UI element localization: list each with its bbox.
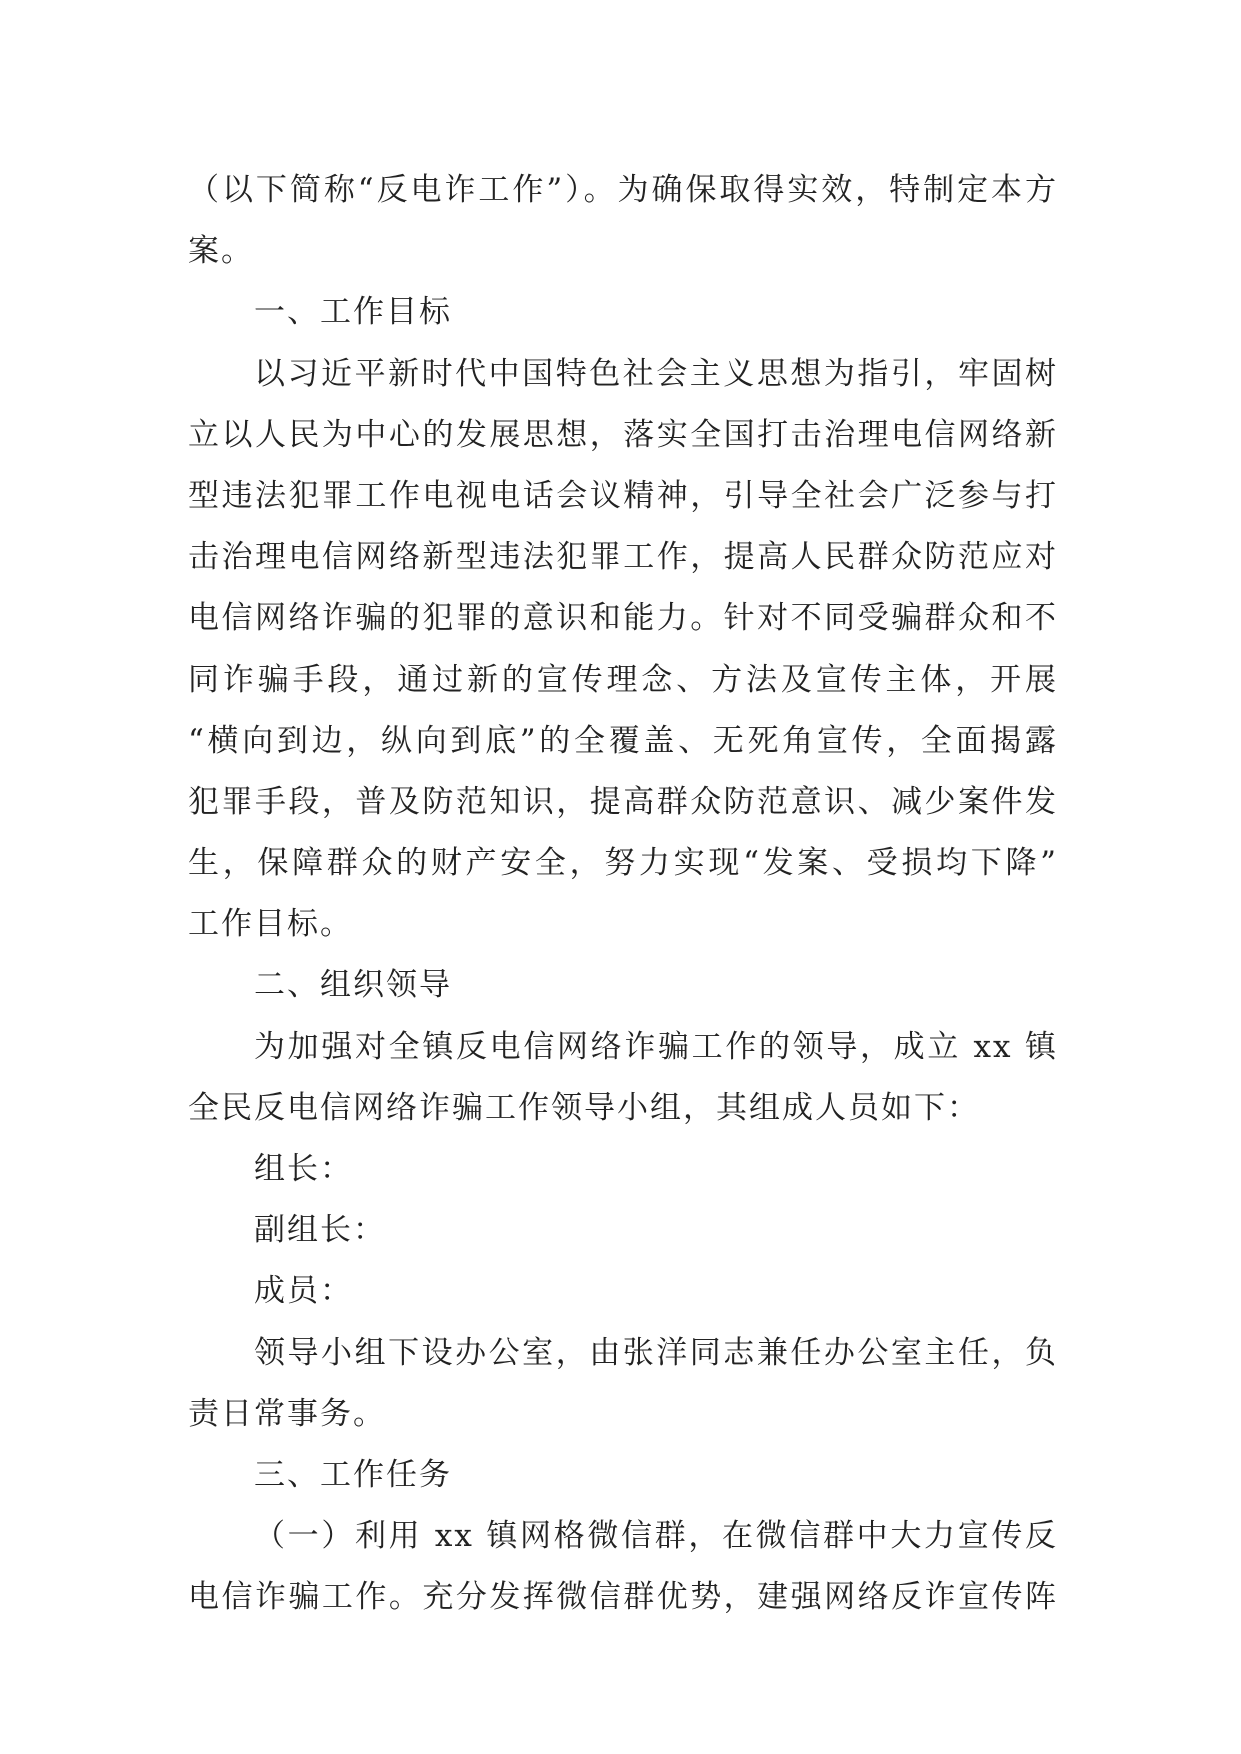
paragraph-line: 同诈骗手段，通过新的宣传理念、方法及宣传主体，开展 xyxy=(188,661,1058,698)
paragraph-line: 全民反电信网络诈骗工作领导小组，其组成人员如下： xyxy=(188,1089,980,1126)
document-body xyxy=(188,160,1058,1629)
paragraph-line: 工作目标。 xyxy=(188,906,353,943)
section-heading: 三、工作任务 xyxy=(254,1456,452,1493)
section-heading: 二、组织领导 xyxy=(254,967,452,1004)
paragraph-line: 电信网络诈骗的犯罪的意识和能力。针对不同受骗群众和不 xyxy=(188,600,1058,637)
list-item: 副组长： xyxy=(254,1212,386,1249)
paragraph-line: 以习近平新时代中国特色社会主义思想为指引，牢固树 xyxy=(254,355,1058,392)
paragraph-line: 为加强对全镇反电信网络诈骗工作的领导，成立 xx 镇 xyxy=(254,1028,1058,1065)
paragraph-line: 击治理电信网络新型违法犯罪工作，提高人民群众防范应对 xyxy=(188,539,1058,576)
paragraph-line: 生，保障群众的财产安全，努力实现“发案、受损均下降” xyxy=(188,845,1058,882)
paragraph-line: 型违法犯罪工作电视电话会议精神，引导全社会广泛参与打 xyxy=(188,477,1058,514)
list-item: 成员： xyxy=(254,1273,353,1310)
list-item: 组长： xyxy=(254,1151,353,1187)
paragraph-line: “横向到边，纵向到底”的全覆盖、无死角宣传，全面揭露 xyxy=(188,722,1058,759)
paragraph-line: 立以人民为中心的发展思想，落实全国打击治理电信网络新 xyxy=(188,416,1058,453)
paragraph-line: （一）利用 xx 镇网格微信群，在微信群中大力宣传反 xyxy=(254,1518,1058,1555)
paragraph-line: 责日常事务。 xyxy=(188,1395,386,1432)
paragraph-line: 领导小组下设办公室，由张洋同志兼任办公室主任，负 xyxy=(254,1334,1058,1371)
paragraph-line: （以下简称“反电诈工作”）。为确保取得实效，特制定本方 xyxy=(188,172,1058,208)
paragraph-line: 犯罪手段，普及防范知识，提高群众防范意识、减少案件发 xyxy=(188,783,1058,820)
section-heading: 一、工作目标 xyxy=(254,294,452,331)
paragraph-line: 电信诈骗工作。充分发挥微信群优势，建强网络反诈宣传阵 xyxy=(188,1579,1058,1616)
paragraph-line: 案。 xyxy=(188,233,254,270)
